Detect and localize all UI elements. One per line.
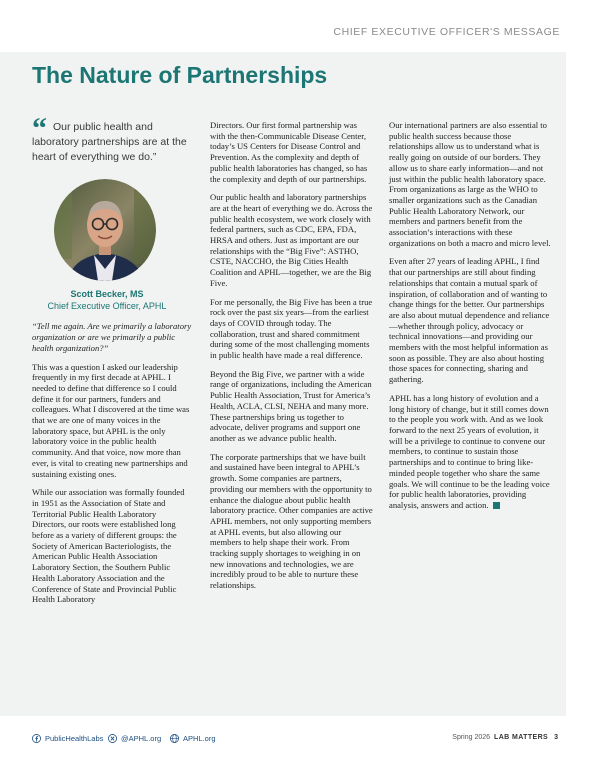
paragraph [389, 393, 553, 511]
author-portrait [54, 179, 156, 281]
issue-date: Spring 2026 [452, 734, 491, 741]
paragraph: For me personally, the Big Five has been a true rock over the past six years—from the earliest days of COVID through today. The collaboration, trust and shared commitment during some of the most challenging moments in public health have made a real difference. [210, 296, 373, 361]
twitter-handle: @APHL.org [121, 734, 162, 743]
magazine-name: LAB MATTERS [494, 734, 549, 741]
facebook-icon [32, 734, 41, 743]
end-mark-icon [493, 502, 500, 509]
column-1 [32, 112, 192, 613]
column-2 [210, 120, 374, 599]
facebook-handle: PublicHealthLabs [45, 734, 104, 743]
paragraph: Beyond the Big Five, we partner with a wide range of organizations, including the American Public Health Association, Trust for America’s Health, ACLA, CLSI, NEHA and many more. These partnerships bring us together to advocate, deliver programs and support one another as we advance public health. [210, 368, 372, 443]
website-url: APHL.org [183, 734, 216, 743]
column-3 [389, 120, 553, 519]
paragraph: This was a question I asked our leadership frequently in my first decade at APHL. I needed to define that difference so I could define it for our partners, funders and colleagues. What I discovered at the time was that we are one of many voices in the laboratory space, but APHL is the only laboratory voice in the public health community. And that voice, now more than ever, is vital to creating new partnerships and sustaining existing ones. [32, 361, 190, 479]
author-title: Chief Executive Officer, APHL [47, 300, 167, 311]
twitter-link[interactable] [108, 734, 161, 743]
paragraph: Even after 27 years of leading APHL, I find that our partnerships are still about finding relationships that contain a mutual spark of inspiration, of collaboration and of wanting to change things for the better. Our partnerships are also about mutual dependence and reliance—whether through policy, advocacy or technical innovations—and providing our members with the most helpful information as soon as possible. They are also about hosting those spaces for connecting, sharing and gathering. [389, 256, 550, 385]
issue-info [452, 734, 558, 741]
paragraph: While our association was formally founded in 1951 as the Association of State and Territorial Public Health Laboratory Directors, our roots were established long before as a variety of different groups: the Society of American Bacteriologists, the American Public Health Association Laboratory Section, the Southern Public Health Laboratory Association and the Conference of State and Provincial Public Health Laboratory [32, 487, 185, 605]
page-footer [0, 730, 600, 750]
x-twitter-icon [108, 734, 117, 743]
lead-quote: “Tell me again. Are we primarily a laboratory organization or are we primarily a public health organization?” [32, 321, 192, 353]
website-link[interactable] [170, 734, 216, 743]
paragraph: Directors. Our first formal partnership was with the then-Communicable Disease Center, today’s US Centers for Disease Control and Prevention. As the complexity and depth of public health laboratories has changed, so has the complexity and depth of our partnerships. [210, 120, 368, 184]
closing-paragraph-text: APHL has a long history of evolution and a long history of change, but it still comes down to the people you work with. And as we look forward to the next 25 years of evolution, it will be a privilege to continue to convene our members, to continue to sustain those partnerships and to continue to bring like-minded people together who share the same goals. We will continue to be the leading voice for public health laboratories, providing analysis, answers and action. [389, 392, 550, 510]
pull-quote [32, 112, 192, 165]
paragraph: The corporate partnerships that we have built and sustained have been integral to APHL’s growth. Some companies are partners, providing our members with the opportunity to enhance the dialogue about public health laboratory practice. Other companies are active APHL members, not only supporting members at APHL events, but also allowing our members to help shape their work. From tracking supply shortages to weighing in on new innovations and technologies, we are incredibly proud to be able to nurture these relationships. [210, 451, 373, 591]
globe-icon [170, 734, 179, 743]
section-label: CHIEF EXECUTIVE OFFICER'S MESSAGE [333, 26, 560, 38]
quote-mark-icon: “ [32, 112, 47, 145]
paragraph: Our international partners are also essential to public health success because those relationships allow us to understand what is really going on outside of our borders. They allow us to share early information—and not just within the public health laboratory space. From organizations as large as the WHO to smaller organizations such as the Canadian Public Health Laboratory Network, our members and partners benefit from the association’s interactions with these organizations on both a macro and micro level. [389, 120, 551, 248]
page-number: 3 [554, 734, 558, 741]
pull-quote-text: Our public health and laboratory partnerships are at the heart of everything we do.” [32, 121, 187, 163]
author-name: Scott Becker, MS [70, 289, 144, 299]
paragraph: Our public health and laboratory partnerships are at the heart of everything we do. Across the public health ecosystem, we work closely with federal partners, such as CDC, EPA, FDA, HRSA and others. Just as important are our relationships with the “Big Five”: ASTHO, CSTE, NACCHO, the Big Cities Health Coalition and APHL—together, we are the Big Five. [210, 192, 373, 288]
article-title: The Nature of Partnerships [32, 62, 328, 88]
facebook-link[interactable] [32, 734, 103, 743]
